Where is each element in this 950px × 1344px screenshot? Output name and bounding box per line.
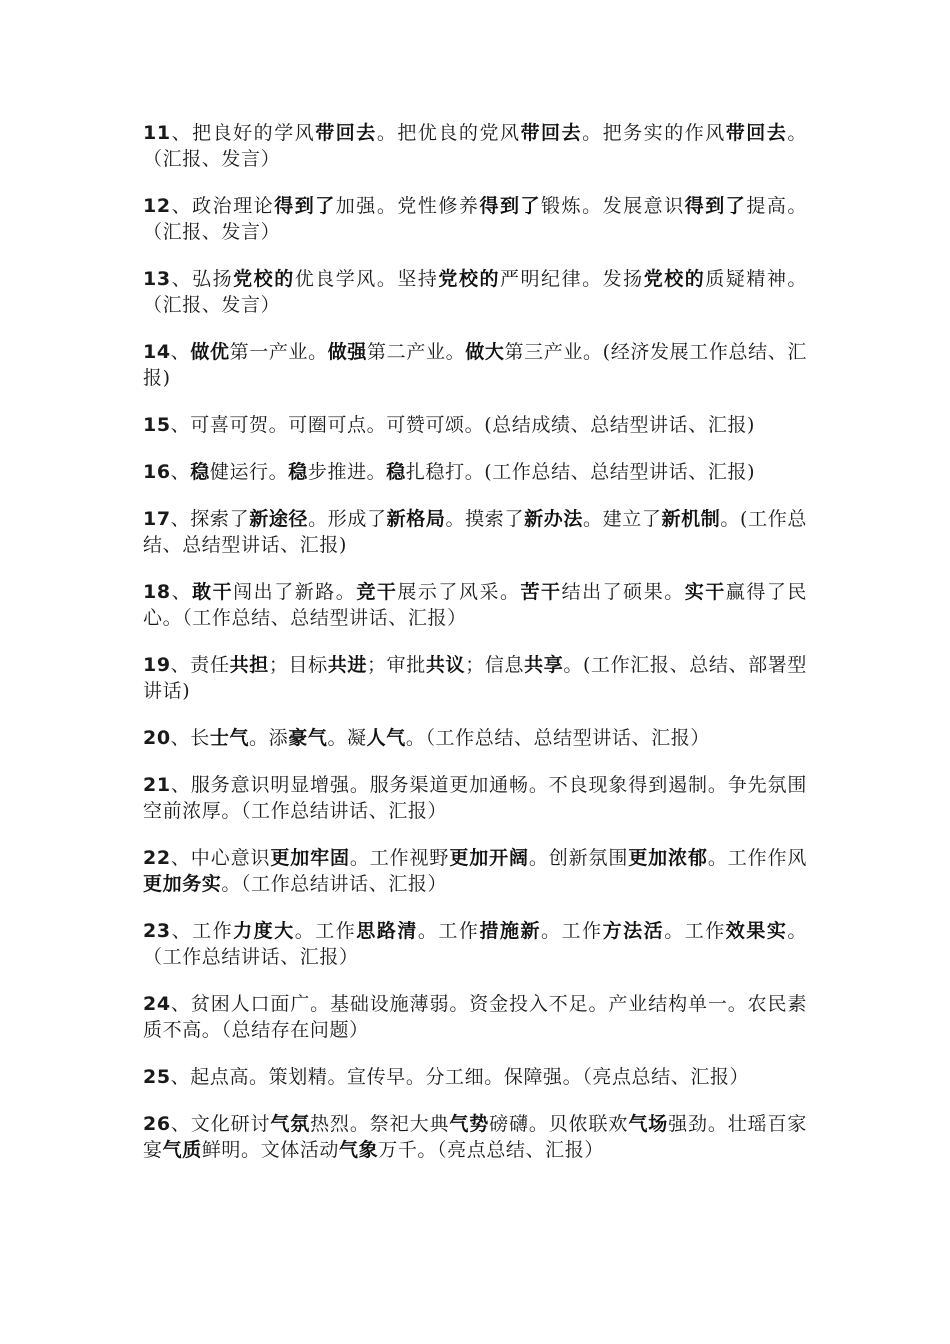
item-text: 加强。党性修养 bbox=[335, 195, 480, 217]
item-text: 。摸索了 bbox=[445, 508, 525, 530]
item-number: 14 bbox=[143, 341, 171, 363]
list-item bbox=[143, 193, 807, 245]
emphasized-text: 做强 bbox=[327, 341, 368, 363]
emphasized-text: 稳 bbox=[190, 461, 210, 483]
item-text: 。把优良的党风 bbox=[376, 122, 521, 144]
list-item bbox=[143, 120, 807, 172]
item-number: 13 bbox=[143, 268, 171, 290]
item-text: 。把务实的作风 bbox=[582, 122, 726, 144]
item-text: 。创新氛围 bbox=[528, 847, 629, 869]
emphasized-text: 力度大 bbox=[233, 920, 295, 942]
emphasized-text: 思路清 bbox=[356, 920, 418, 942]
item-text: 第一产业。 bbox=[229, 341, 328, 363]
emphasized-text: 得到了 bbox=[479, 195, 542, 217]
item-text: 结出了硕果。 bbox=[561, 581, 685, 603]
item-text: 提高。（汇报、发言） bbox=[143, 195, 807, 243]
emphasized-text: 气象 bbox=[339, 1139, 379, 1161]
emphasized-text: 党校的 bbox=[233, 268, 295, 290]
emphasized-text: 带回去 bbox=[520, 122, 583, 144]
emphasized-text: 稳 bbox=[288, 461, 308, 483]
item-text: 。工作 bbox=[294, 920, 357, 942]
item-text: 热烈。祭祀大典 bbox=[310, 1113, 450, 1135]
item-number: 25 bbox=[143, 1066, 171, 1088]
item-text: 健运行。 bbox=[209, 461, 289, 483]
item-text: 、文化研讨 bbox=[170, 1113, 271, 1135]
emphasized-text: 苦干 bbox=[520, 581, 562, 603]
emphasized-text: 气质 bbox=[162, 1139, 202, 1161]
emphasized-text: 气场 bbox=[628, 1113, 669, 1135]
list-item bbox=[143, 1111, 807, 1163]
item-text: 扎稳打。(工作总结、总结型讲话、汇报) bbox=[405, 461, 756, 483]
emphasized-text: 新机制 bbox=[661, 508, 721, 530]
emphasized-text: 带回去 bbox=[315, 122, 377, 144]
emphasized-text: 敢干 bbox=[192, 581, 234, 603]
item-text: 、把良好的学风 bbox=[170, 122, 316, 144]
emphasized-text: 气氛 bbox=[270, 1113, 311, 1135]
item-text: 。形成了 bbox=[308, 508, 387, 530]
item-text: 。（工作总结、总结型讲话、汇报） bbox=[405, 727, 710, 749]
item-text: 、服务意识明显增强。服务渠道更加通畅。不良现象得到遏制。争先氛围空前浓厚。（工作总结讲话、汇报） bbox=[143, 774, 807, 822]
emphasized-text: 得到了 bbox=[274, 195, 336, 217]
emphasized-text: 效果实 bbox=[725, 920, 788, 942]
emphasized-text: 新办法 bbox=[524, 508, 583, 530]
emphasized-text: 党校的 bbox=[438, 268, 500, 290]
item-number: 20 bbox=[143, 727, 171, 749]
item-number: 24 bbox=[143, 993, 171, 1015]
emphasized-text: 实干 bbox=[684, 581, 726, 603]
list-item bbox=[143, 339, 807, 391]
item-text: 、责任 bbox=[170, 654, 230, 676]
list-item bbox=[143, 652, 807, 704]
list-item bbox=[143, 579, 807, 631]
list-item bbox=[143, 1064, 807, 1090]
item-text: ；审批 bbox=[367, 654, 426, 676]
emphasized-text: 更加务实 bbox=[143, 873, 222, 895]
document-body bbox=[143, 120, 807, 1184]
item-number: 23 bbox=[143, 920, 171, 942]
item-text: 。(工作总结、总结型讲话、汇报) bbox=[143, 508, 807, 556]
emphasized-text: 士气 bbox=[209, 727, 250, 749]
item-number: 18 bbox=[143, 581, 171, 603]
emphasized-text: 竞干 bbox=[356, 581, 398, 603]
item-text: 、 bbox=[170, 341, 191, 363]
item-text: 质疑精神。（汇报、发言） bbox=[143, 268, 807, 316]
item-text: 、探索了 bbox=[170, 508, 250, 530]
list-item bbox=[143, 459, 807, 485]
emphasized-text: 更加浓郁 bbox=[628, 847, 708, 869]
list-item bbox=[143, 772, 807, 824]
item-text: 优良学风。坚持 bbox=[294, 268, 439, 290]
item-number: 26 bbox=[143, 1113, 171, 1135]
item-text: 鲜明。文体活动 bbox=[201, 1139, 340, 1161]
list-item bbox=[143, 725, 807, 751]
item-text: 。工作视野 bbox=[349, 847, 450, 869]
list-item bbox=[143, 991, 807, 1043]
emphasized-text: 做优 bbox=[190, 341, 230, 363]
item-number: 15 bbox=[143, 414, 171, 436]
item-text: 。（工作总结讲话、汇报） bbox=[221, 873, 448, 895]
item-text: 。工作 bbox=[417, 920, 480, 942]
list-item bbox=[143, 918, 807, 970]
item-text: 步推进。 bbox=[307, 461, 387, 483]
emphasized-text: 豪气 bbox=[288, 727, 328, 749]
item-number: 11 bbox=[143, 122, 171, 144]
emphasized-text: 党校的 bbox=[643, 268, 706, 290]
emphasized-text: 新途径 bbox=[249, 508, 309, 530]
item-text: 万千。（亮点总结、汇报） bbox=[378, 1139, 604, 1161]
item-text: 。(工作汇报、总结、部署型讲话) bbox=[143, 654, 807, 702]
item-text: 。工作 bbox=[541, 920, 603, 942]
emphasized-text: 措施新 bbox=[479, 920, 542, 942]
item-text: 、起点高。策划精。宣传早。分工细。保障强。（亮点总结、汇报） bbox=[170, 1066, 750, 1088]
item-text: 、弘扬 bbox=[170, 268, 234, 290]
item-text: 赢得了民心。（工作总结、总结型讲话、汇报） bbox=[143, 581, 807, 629]
emphasized-text: 得到了 bbox=[684, 195, 747, 217]
item-text: ；信息 bbox=[465, 654, 525, 676]
item-text: 第三产业。(经济发展工作总结、汇报) bbox=[143, 341, 808, 389]
emphasized-text: 共议 bbox=[425, 654, 466, 676]
item-text: 强劲。壮瑶百家宴 bbox=[143, 1113, 808, 1161]
item-text: 、工作 bbox=[170, 920, 234, 942]
emphasized-text: 带回去 bbox=[725, 122, 788, 144]
emphasized-text: 共享 bbox=[524, 654, 564, 676]
emphasized-text: 气势 bbox=[449, 1113, 490, 1135]
list-item bbox=[143, 506, 807, 558]
item-number: 17 bbox=[143, 508, 171, 530]
emphasized-text: 共进 bbox=[327, 654, 368, 676]
item-text: 。凝 bbox=[327, 727, 367, 749]
item-text: 闯出了新路。 bbox=[233, 581, 357, 603]
item-number: 19 bbox=[143, 654, 171, 676]
emphasized-text: 更加牢固 bbox=[270, 847, 350, 869]
emphasized-text: 新格局 bbox=[386, 508, 446, 530]
item-text: 。（工作总结讲话、汇报） bbox=[143, 920, 807, 968]
item-number: 12 bbox=[143, 195, 171, 217]
item-text: 、可喜可贺。可圈可点。可赞可颂。(总结成绩、总结型讲话、汇报) bbox=[170, 414, 756, 436]
item-text: 。（汇报、发言） bbox=[143, 122, 807, 170]
item-number: 16 bbox=[143, 461, 171, 483]
item-text: 。添 bbox=[249, 727, 289, 749]
item-text: 锻炼。发展意识 bbox=[541, 195, 685, 217]
item-number: 22 bbox=[143, 847, 171, 869]
item-text: 第二产业。 bbox=[367, 341, 466, 363]
item-text: 、 bbox=[170, 461, 191, 483]
item-text: 、中心意识 bbox=[170, 847, 271, 869]
list-item bbox=[143, 266, 807, 318]
item-text: 、 bbox=[170, 581, 193, 603]
item-text: 、长 bbox=[170, 727, 210, 749]
item-text: 展示了风采。 bbox=[397, 581, 521, 603]
item-text: 、贫困人口面广。基础设施薄弱。资金投入不足。产业结构单一。农民素质不高。（总结存在问题） bbox=[143, 993, 807, 1041]
emphasized-text: 做大 bbox=[465, 341, 505, 363]
item-text: ；目标 bbox=[268, 654, 328, 676]
list-item bbox=[143, 845, 807, 897]
list-item bbox=[143, 412, 807, 438]
item-text: 、政治理论 bbox=[170, 195, 275, 217]
item-text: 。工作 bbox=[664, 920, 726, 942]
item-text: 。建立了 bbox=[582, 508, 662, 530]
item-text: 严明纪律。发扬 bbox=[500, 268, 644, 290]
emphasized-text: 更加开阔 bbox=[449, 847, 529, 869]
item-number: 21 bbox=[143, 774, 171, 796]
emphasized-text: 共担 bbox=[229, 654, 269, 676]
emphasized-text: 方法活 bbox=[602, 920, 665, 942]
emphasized-text: 稳 bbox=[386, 461, 406, 483]
emphasized-text: 人气 bbox=[366, 727, 406, 749]
item-text: 。工作作风 bbox=[707, 847, 807, 869]
item-text: 磅礴。贝侬联欢 bbox=[489, 1113, 629, 1135]
